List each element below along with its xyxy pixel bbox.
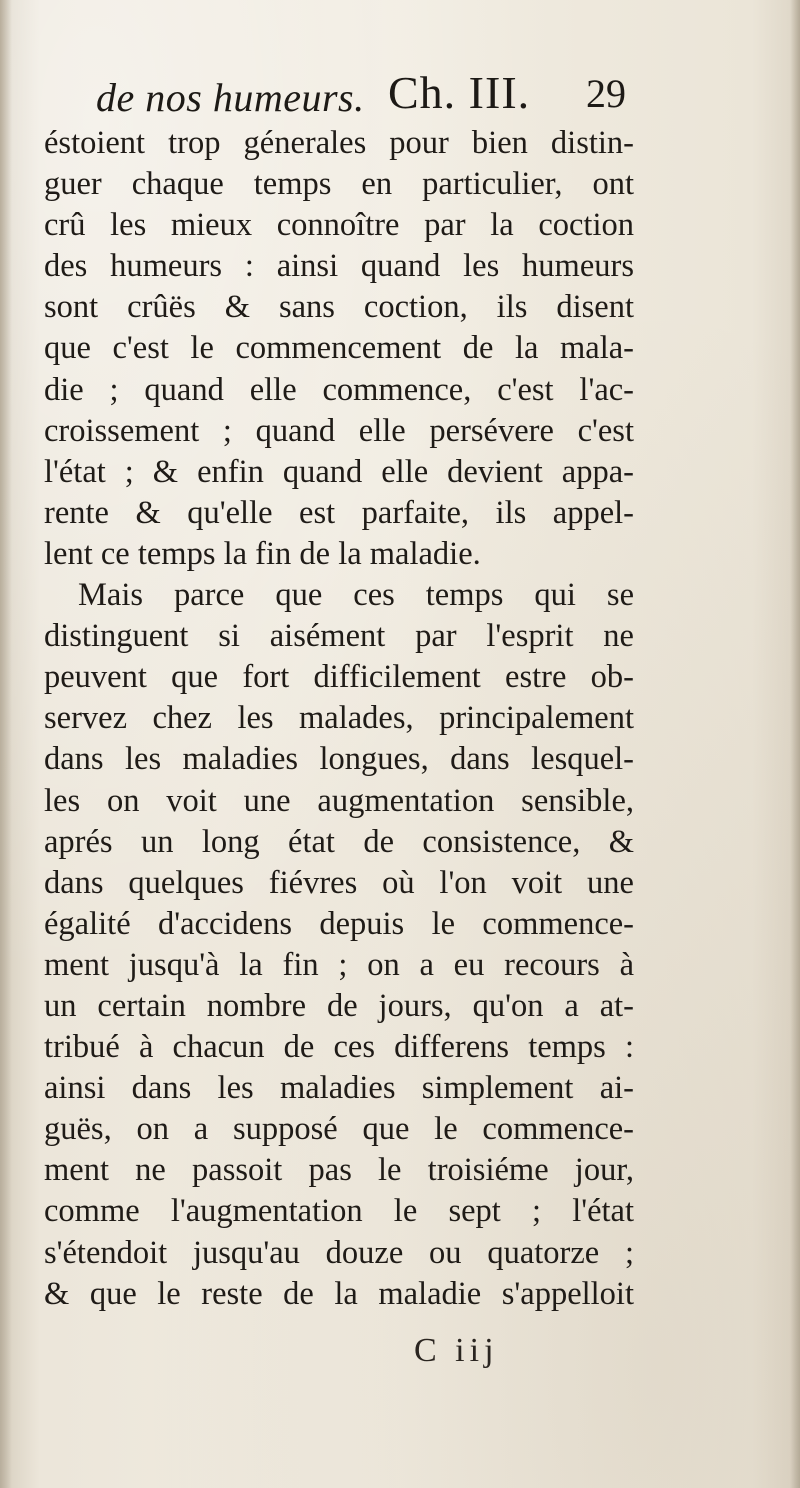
text-line-9: l'état ; & enfin quand elle devient appa- [44, 453, 634, 490]
text-line-6: que c'est le commencement de la mala- [44, 330, 634, 367]
text-line-2: guer chaque temps en particulier, ont [44, 166, 634, 203]
text-line-11: lent ce temps la fin de la maladie. [44, 535, 481, 572]
text-line-18: aprés un long état de consistence, & [44, 823, 634, 860]
text-line-25: guës, on a supposé que le commence- [44, 1111, 634, 1148]
text-line-19: dans quelques fiévres où l'on voit une [44, 864, 634, 901]
text-line-26: ment ne passoit pas le troisiéme jour, [44, 1152, 634, 1189]
page-right-edge-shadow [790, 0, 800, 1488]
text-line-10: rente & qu'elle est parfaite, ils appel- [44, 494, 634, 531]
page-number: 29 [586, 71, 626, 116]
text-line-5: sont crûës & sans coction, ils disent [44, 289, 634, 326]
text-line-13: distinguent si aisément par l'esprit ne [44, 618, 634, 655]
signature-mark: C iij [414, 1332, 499, 1369]
text-line-14: peuvent que fort difficilement estre ob- [44, 659, 634, 696]
text-line-22: un certain nombre de jours, qu'on a at- [44, 987, 634, 1024]
body-text [44, 123, 634, 1315]
text-line-27: comme l'augmentation le sept ; l'état [44, 1193, 634, 1230]
chapter-heading: Ch. III. [388, 67, 531, 118]
page-header [96, 66, 626, 130]
text-line-1: éstoient trop génerales pour bien distin- [44, 125, 634, 161]
text-line-12: Mais parce que ces temps qui se [78, 577, 634, 614]
text-line-28: s'étendoit jusqu'au douze ou quatorze ; [44, 1234, 634, 1271]
text-line-24: ainsi dans les maladies simplement ai- [44, 1070, 634, 1107]
text-line-8: croissement ; quand elle persévere c'est [44, 412, 634, 449]
text-line-29: & que le reste de la maladie s'appelloit [44, 1275, 634, 1312]
text-line-16: dans les maladies longues, dans lesquel- [44, 741, 634, 778]
page-left-edge-shadow [0, 0, 12, 1488]
text-line-15: servez chez les malades, principalement [44, 700, 634, 737]
text-line-17: les on voit une augmentation sensible, [44, 782, 634, 819]
text-line-4: des humeurs : ainsi quand les humeurs [44, 248, 634, 285]
text-line-23: tribué à chacun de ces differens temps : [44, 1029, 634, 1066]
text-line-3: crû les mieux connoître par la coction [44, 207, 634, 244]
running-title: de nos humeurs. [96, 75, 365, 120]
text-line-20: égalité d'accidens depuis le commence- [44, 905, 634, 942]
text-line-21: ment jusqu'à la fin ; on a eu recours à [44, 946, 634, 983]
text-line-7: die ; quand elle commence, c'est l'ac- [44, 371, 634, 408]
